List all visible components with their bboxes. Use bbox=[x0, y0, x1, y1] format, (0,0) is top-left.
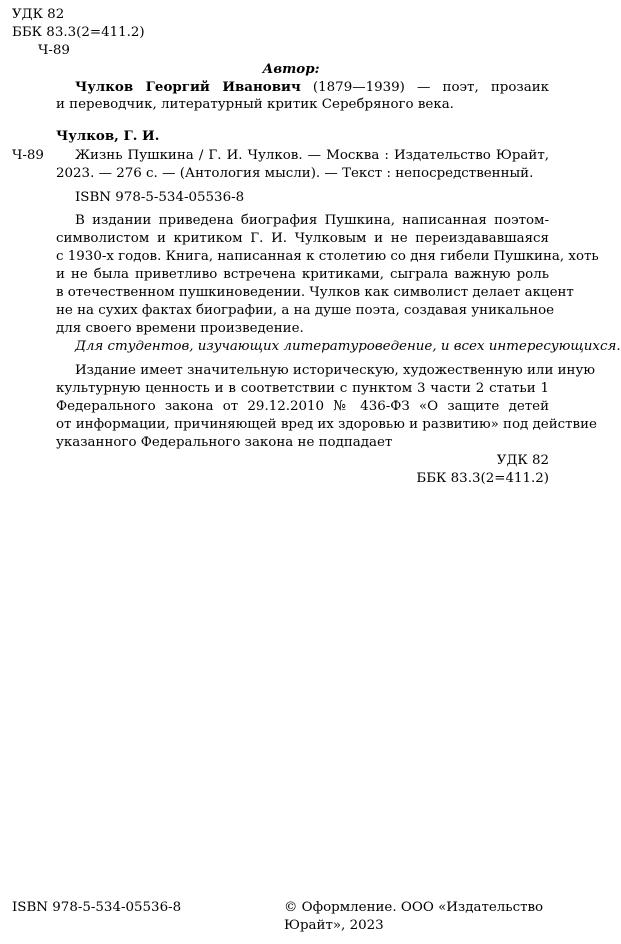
legal-line-3: Федерального закона от 29.12.2010 № 436-ФЗ «О защите детей bbox=[56, 399, 549, 414]
entry-line-1: Жизнь Пушкина / Г. И. Чулков. — Москва : Издательство Юрайт, bbox=[75, 148, 549, 163]
annotation-line-2: символистом и критиком Г. И. Чулковым и не переиздававшаяся bbox=[56, 231, 549, 246]
annotation-line-5: в отечественном пушкиноведении. Чулков как символист делает акцент bbox=[56, 285, 574, 300]
annotation-line-4: и не была приветливо встречена критиками, сыграла важную роль bbox=[56, 267, 549, 282]
udk-code-right: УДК 82 bbox=[496, 453, 549, 468]
footer-isbn: ISBN 978-5-534-05536-8 bbox=[12, 900, 182, 915]
bbk-code-right: ББК 83.3(2=411.2) bbox=[416, 471, 549, 486]
annotation-line-3: с 1930-х годов. Книга, написанная к столетию со дня гибели Пушкина, хоть bbox=[56, 249, 599, 264]
annotation-audience: Для студентов, изучающих литературоведение, и всех интересующихся. bbox=[75, 339, 621, 354]
author-sign: Ч-89 bbox=[38, 43, 70, 58]
entry-author-sign: Ч-89 bbox=[12, 148, 44, 163]
author-line-1-rest: (1879—1939) — поэт, прозаик bbox=[312, 80, 549, 95]
legal-last-line: указанного Федерального закона не подпадает bbox=[56, 435, 393, 450]
author-name: Чулков Георгий Иванович bbox=[75, 79, 301, 95]
legal-line-2: культурную ценность и в соответствии с пунктом 3 части 2 статьи 1 bbox=[56, 381, 549, 396]
entry-line-2: 2023. — 276 с. — (Антология мысли). — Текст : непосредственный. bbox=[56, 166, 534, 181]
legal-line-1: Издание имеет значительную историческую, художественную или иную bbox=[75, 363, 596, 378]
entry-isbn: ISBN 978-5-534-05536-8 bbox=[75, 190, 245, 205]
annotation-line-1: В издании приведена биография Пушкина, написанная поэтом- bbox=[75, 213, 549, 228]
footer-copyright-line-1: © Оформление. ООО «Издательство bbox=[284, 900, 544, 915]
author-line-2: и переводчик, литературный критик Серебряного века. bbox=[56, 97, 454, 112]
author-line-1 bbox=[75, 78, 549, 97]
bbk-code: ББК 83.3(2=411.2) bbox=[12, 25, 145, 40]
footer-copyright-line-2: Юрайт», 2023 bbox=[284, 918, 384, 933]
author-label: Автор: bbox=[262, 61, 320, 77]
legal-line-4: от информации, причиняющей вред их здоровью и развитию» под действие bbox=[56, 417, 597, 432]
udk-code: УДК 82 bbox=[12, 7, 65, 22]
annotation-line-6: не на сухих фактах биографии, а на душе поэта, создавая уникальное bbox=[56, 303, 555, 318]
annotation-last-line: для своего времени произведение. bbox=[56, 321, 304, 336]
entry-heading: Чулков, Г. И. bbox=[56, 128, 160, 144]
